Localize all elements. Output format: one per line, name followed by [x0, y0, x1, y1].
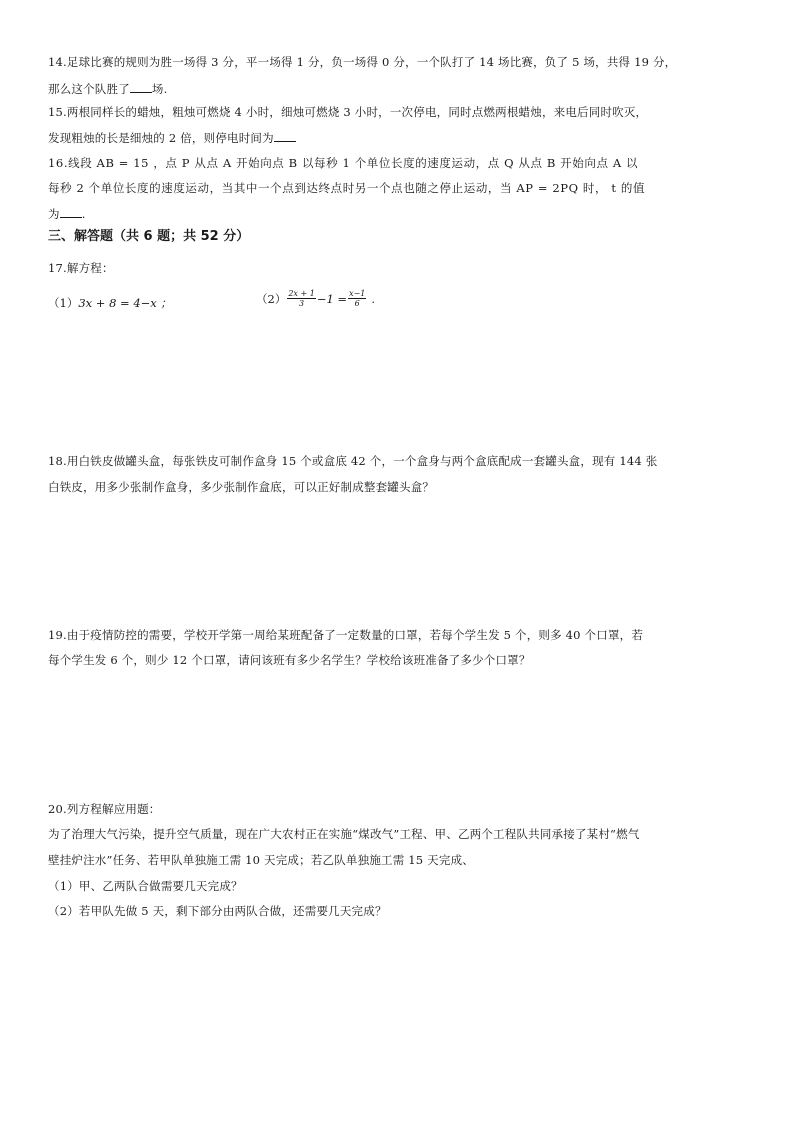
q17-fraction-1-numerator: 2x + 1 [288, 289, 315, 298]
section-heading: 三、解答题（共 6 题；共 52 分） [48, 229, 250, 244]
q18-line2: 白铁皮，用多少张制作盒身，多少张制作盒底，可以正好制成整套罐头盒？ [48, 480, 435, 494]
q16-line2: 每秒 2 个单位长度的速度运动，当其中一个点到达终点时另一个点也随之停止运动，当 AP = 2PQ 时， t 的值 [48, 181, 646, 195]
q14-answer-blank[interactable] [130, 80, 152, 93]
q20-part2: （2）若甲队先做 5 天，剩下部分由两队合做，还需要几天完成？ [48, 904, 387, 918]
q17-title: 17.解方程： [48, 261, 114, 275]
q17-fraction-2-numerator: x−1 [349, 289, 366, 298]
q20-title: 20.列方程解应用题： [48, 802, 161, 816]
q16-line3-text: 为 [48, 207, 60, 221]
q18-line1: 18.用白铁皮做罐头盒，每张铁皮可制作盒身 15 个或盒底 42 个，一个盒身与两个盒底配成一套罐头盒，现有 144 张 [48, 454, 658, 468]
q14-line2-text: 那么这个队胜了 [48, 82, 130, 96]
q17-part1-label: （1） [48, 296, 79, 310]
q17-part1 [48, 295, 172, 311]
q20-line1: 为了治理大气污染，提升空气质量，现在广大农村正在实施“煤改气”工程、甲、乙两个工程队共同承接了某村“燃气 [48, 827, 640, 841]
q17-part2-label: （2） [256, 291, 287, 306]
q17-part2 [256, 289, 375, 308]
q19-line1: 19.由于疫情防控的需要，学校开学第一周给某班配备了一定数量的口罩，若每个学生发 5 个，则多 40 个口罩，若 [48, 628, 644, 642]
q15-answer-blank[interactable] [274, 129, 296, 142]
q19-line2: 每个学生发 6 个，则少 12 个口罩，请问该班有多少名学生？学校给该班准备了多少个口罩？ [48, 653, 531, 667]
q15-line1: 15.两根同样长的蜡烛，粗烛可燃烧 4 小时，细烛可燃烧 3 小时，一次停电，同时点燃两根蜡烛，来电后同时吹灭， [48, 105, 648, 119]
q17-fraction-1-denominator: 3 [299, 299, 305, 308]
q17-part2-end: . [371, 291, 376, 306]
q16-line3 [48, 205, 748, 222]
q17-fraction-2-denominator: 6 [354, 299, 360, 308]
q17-part2-middle: −1 = [316, 291, 348, 306]
q14-line2-end: 场. [151, 82, 168, 96]
q14-line2 [48, 80, 748, 97]
q17-fraction-2 [348, 289, 366, 308]
q15-line2 [48, 129, 748, 146]
q17-part1-equation: 3x + 8 = 4−x ； [78, 296, 172, 310]
q16-answer-blank[interactable] [60, 205, 82, 218]
q16-line1: 16.线段 AB = 15 ，点 P 从点 A 开始向点 B 以每秒 1 个单位长度的速度运动，点 Q 从点 B 开始向点 A 以 [48, 156, 639, 170]
q20-line2: 壁挂炉注水”任务、若甲队单独施工需 10 天完成；若乙队单独施工需 15 天完成、 [48, 853, 474, 867]
q14-line1: 14.足球比赛的规则为胜一场得 3 分，平一场得 1 分，负一场得 0 分，一个队打了 14 场比赛，负了 5 场，共得 19 分， [48, 55, 677, 69]
q20-part1: （1）甲、乙两队合做需要几天完成？ [48, 879, 243, 893]
q17-fraction-1 [287, 289, 315, 308]
q15-line2-text: 发现粗烛的长是细烛的 2 倍，则停电时间为 [48, 131, 274, 145]
q16-line3-end: . [81, 207, 86, 221]
